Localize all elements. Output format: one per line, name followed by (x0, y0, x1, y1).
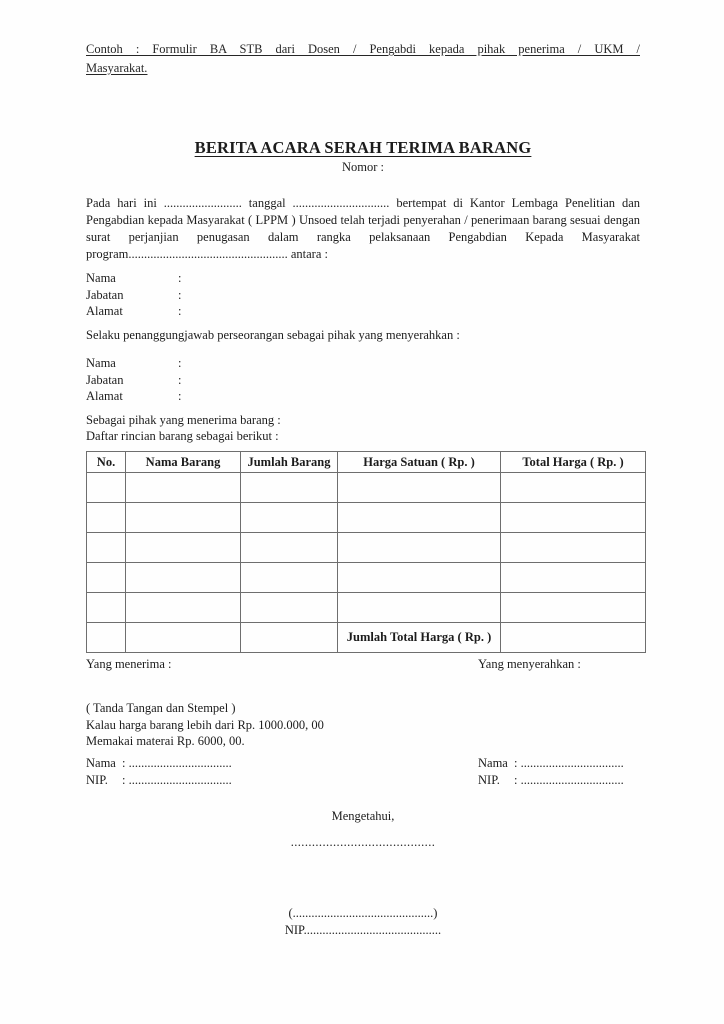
table-cell-jumlah-barang[interactable] (241, 503, 338, 533)
table-cell-harga-satuan[interactable] (338, 593, 501, 623)
table-header-no: No. (87, 452, 126, 473)
identity-colon-alamat: : (178, 304, 182, 318)
table-cell-no[interactable] (87, 593, 126, 623)
right-nama-label: Nama (478, 756, 508, 770)
note-daftar: Daftar rincian barang sebagai berikut : (86, 429, 279, 443)
left-nip-label: NIP. (86, 772, 108, 787)
identity-colon-jabatan: : (178, 287, 182, 302)
total-row-value[interactable] (501, 623, 646, 653)
body-paragraph-line-1: Pada hari ini ......................... tanggal ............................... bertempat di Kantor Lembaga Penelitian dan (86, 196, 640, 210)
table-cell-harga-satuan[interactable] (338, 473, 501, 503)
table-cell-harga-satuan[interactable] (338, 563, 501, 593)
signature-name-block-left (86, 755, 386, 788)
identity2-label-nama: Nama (86, 356, 116, 370)
table-cell-no[interactable] (87, 503, 126, 533)
left-nama-value[interactable]: : ................................. (122, 756, 232, 770)
table-cell-harga-satuan[interactable] (338, 533, 501, 563)
table-row (87, 563, 646, 593)
table-header-row (87, 452, 646, 473)
table-cell-jumlah-barang[interactable] (241, 593, 338, 623)
page-title-text: BERITA ACARA SERAH TERIMA BARANG (194, 138, 532, 157)
identity-block-giver (86, 270, 486, 320)
right-nip-row (478, 772, 724, 789)
left-nama-row (86, 755, 386, 772)
body-paragraph-line-4: program................................................... antara : (86, 247, 328, 261)
signature-heading-receiver: Yang menerima : (86, 657, 172, 671)
table-cell-nama-barang[interactable] (126, 593, 241, 623)
stamp-note-line-1: ( Tanda Tangan dan Stempel ) (86, 701, 236, 715)
total-row-cell-no (87, 623, 126, 653)
note-sebagai: Sebagai pihak yang menerima barang : (86, 413, 281, 427)
table-cell-no[interactable] (87, 473, 126, 503)
total-row-label: Jumlah Total Harga ( Rp. ) (338, 623, 501, 653)
table-header-jumlah-barang: Jumlah Barang (241, 452, 338, 473)
signature-heading-giver: Yang menyerahkan : (478, 657, 581, 671)
identity-row-alamat (86, 303, 486, 320)
table-total-row (87, 623, 646, 653)
table-cell-nama-barang[interactable] (126, 473, 241, 503)
left-nip-row (86, 772, 386, 789)
closing-nip-line[interactable]: NIP............................................ (284, 923, 442, 937)
identity2-label-alamat: Alamat (86, 389, 123, 403)
body-paragraph-line-3: surat perjanjian penugasan dalam rangka pelaksanaan Pengabdian Kepada Masyarakat (86, 230, 640, 244)
identity-colon-nama: : (178, 271, 182, 285)
table-cell-no[interactable] (87, 533, 126, 563)
left-nip-value[interactable]: : ................................. (122, 772, 232, 787)
right-nip-value[interactable]: : ................................. (514, 772, 624, 787)
total-row-cell-nama (126, 623, 241, 653)
left-nama-label: Nama (86, 756, 116, 770)
header-note-line-2: Masyarakat. (86, 61, 148, 75)
stamp-note-line-3: Memakai materai Rp. 6000, 00. (86, 734, 245, 748)
stamp-note-line-2: Kalau harga barang lebih dari Rp. 1000.000, 00 (86, 717, 324, 732)
table-row (87, 503, 646, 533)
header-note-line-1: Contoh : Formulir BA STB dari Dosen / Pengabdi kepada pihak penerima / UKM / (86, 42, 640, 56)
stamp-notes (86, 700, 486, 750)
table-cell-total-harga[interactable] (501, 593, 646, 623)
body-paragraph (86, 195, 640, 263)
table-header-nama-barang: Nama Barang (126, 452, 241, 473)
identity2-label-jabatan: Jabatan (86, 372, 124, 387)
identity2-row-alamat (86, 388, 486, 405)
table-cell-jumlah-barang[interactable] (241, 563, 338, 593)
identity-block-receiver (86, 355, 486, 405)
table-cell-total-harga[interactable] (501, 473, 646, 503)
identity2-colon-jabatan: : (178, 372, 182, 387)
table-header-total-harga: Total Harga ( Rp. ) (501, 452, 646, 473)
table-cell-jumlah-barang[interactable] (241, 533, 338, 563)
identity2-colon-alamat: : (178, 389, 182, 403)
identity-row-nama (86, 270, 486, 287)
items-table-wrapper (86, 451, 640, 653)
table-cell-no[interactable] (87, 563, 126, 593)
table-row (87, 473, 646, 503)
table-cell-nama-barang[interactable] (126, 533, 241, 563)
identity-row-jabatan (86, 287, 486, 304)
closing-signature-block (86, 905, 640, 939)
mengetahui-dotted-line[interactable]: ......................................... (290, 835, 436, 849)
right-nama-value[interactable]: : ................................. (514, 756, 624, 770)
table-header-harga-satuan: Harga Satuan ( Rp. ) (338, 452, 501, 473)
closing-name-line[interactable]: (.............................................) (288, 906, 438, 920)
table-cell-total-harga[interactable] (501, 533, 646, 563)
table-cell-nama-barang[interactable] (126, 563, 241, 593)
table-cell-total-harga[interactable] (501, 563, 646, 593)
total-row-cell-jumlah (241, 623, 338, 653)
identity-label-nama: Nama (86, 271, 116, 285)
body-paragraph-line-2: Pengabdian kepada Masyarakat ( LPPM ) Unsoed telah terjadi penyerahan / penerimaan barang sesuai dengan (86, 213, 640, 227)
identity2-row-jabatan (86, 372, 486, 389)
right-nip-label: NIP. (478, 772, 500, 787)
table-cell-nama-barang[interactable] (126, 503, 241, 533)
table-cell-total-harga[interactable] (501, 503, 646, 533)
table-cell-jumlah-barang[interactable] (241, 473, 338, 503)
mengetahui-label: Mengetahui, (331, 809, 395, 823)
right-nama-row (478, 755, 724, 772)
signature-name-block-right (478, 755, 724, 788)
identity-label-jabatan: Jabatan (86, 287, 124, 302)
page-title (86, 138, 640, 158)
items-table (86, 451, 646, 653)
table-row (87, 593, 646, 623)
identity-label-alamat: Alamat (86, 304, 123, 318)
document-number-label: Nomor : (341, 160, 384, 174)
identity2-row-nama (86, 355, 486, 372)
table-row (87, 533, 646, 563)
header-note (86, 40, 640, 78)
note-selaku: Selaku penanggungjawab perseorangan sebagai pihak yang menyerahkan : (86, 328, 460, 342)
table-cell-harga-satuan[interactable] (338, 503, 501, 533)
identity2-colon-nama: : (178, 356, 182, 370)
